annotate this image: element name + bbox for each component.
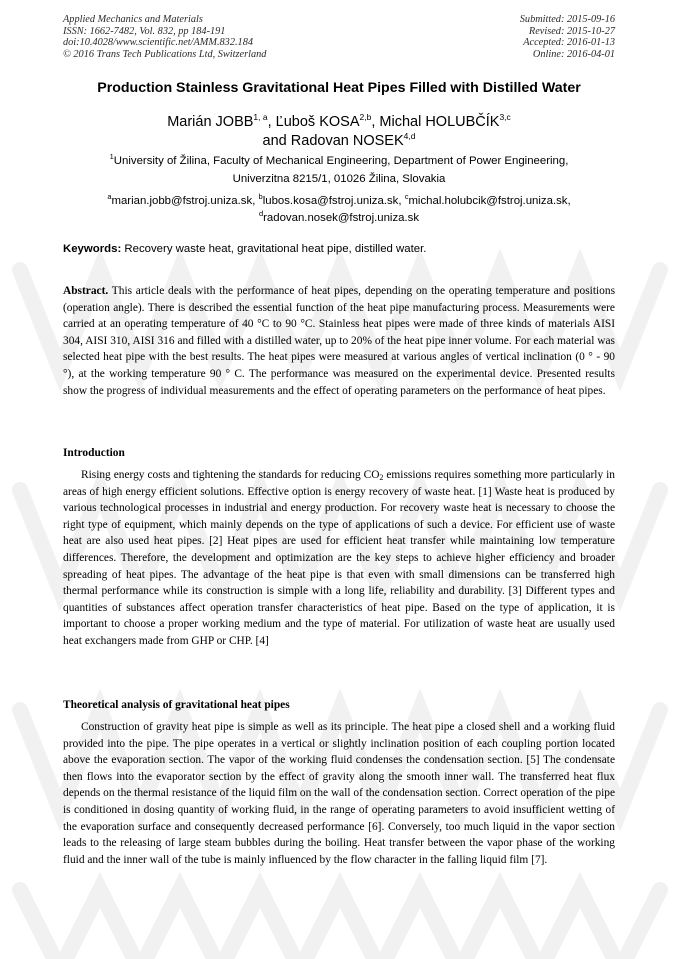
abstract-label: Abstract.	[63, 285, 109, 297]
author-conjunction: and	[262, 133, 291, 149]
email-address[interactable]: michal.holubcik@fstroj.uniza.sk,	[408, 195, 571, 207]
introduction-paragraph	[63, 467, 615, 650]
author-superscript: 3,c	[499, 112, 511, 122]
author-name: Marián JOBB	[167, 114, 254, 130]
abstract-text: This article deals with the performance of heat pipes, depending on the operating temperature and positions (operation angle). There is described the essential function of the heat pipe manufacturing process. Measurements were carried at an operating temperature of 40 °C to 90 °C. Stainless heat pipes were made of three kinds of materials AISI 304, AISI 310, AISI 316 and filled with a distilled water, up to 20% of the heat pipe inner volume. For each material was selected heat pipe with the best results. The heat pipes were measured at various angles of vertical inclination (0 ° - 90 °), at the working temperature 90 ° C. The performance was measured on the experimental device. Presented results show the progress of individual measurements and the effect of operating parameters on the performance of heat pipes.	[63, 285, 615, 397]
keywords	[63, 243, 615, 255]
theory-heading: Theoretical analysis of gravitational heat pipes	[63, 699, 290, 711]
co2-subscript: 2	[379, 473, 384, 482]
email-address[interactable]: marian.jobb@fstroj.uniza.sk,	[111, 195, 259, 207]
email-line-1	[40, 193, 638, 210]
author-line-2	[40, 132, 638, 151]
author-list	[40, 113, 638, 151]
email-superscript: c	[404, 192, 409, 201]
email-address[interactable]: radovan.nosek@fstroj.uniza.sk	[263, 211, 420, 224]
affiliation-text: University of Žilina, Faculty of Mechanical Engineering, Department of Power Engineering,	[113, 155, 569, 167]
doi-line: doi:10.4028/www.scientific.net/AMM.832.184	[63, 37, 253, 49]
theory-paragraph: Construction of gravity heat pipe is simple as well as its principle. The heat pipe a closed shell and a working fluid provided into the pipe. The pipe operates in a vertical or slightly inclination position of each coupling portion located above the evaporation section. The vapor of the working fluid condenses the condensation section. [5] The condensate then flows into the evaporator section by the effect of gravity along the smooth inner wall. The transferred heat flux depends on the thermal resistance of the liquid film on the wall of the condensation section. Correct operation of the pipe is conditioned in dosing quantity of working fluid, in the range of operating parameters to avoid insufficient wetting of the evaporation surface and consequently decreased performance [6]. Conversely, too much liquid in the vapor section leads to the releasing of large steam bubbles during the boiling. Heat transfer between the vapor phase of the working fluid and the inner wall of the tube is mainly influenced by the flow character in the falling liquid film [7].	[63, 721, 615, 866]
affiliation-line-2: Univerzitna 8215/1, 01026 Žilina, Slovakia	[232, 172, 446, 185]
affiliation	[40, 153, 638, 188]
introduction-text-start: Rising energy costs and tightening the standards for reducing CO	[81, 469, 380, 481]
affiliation-superscript: 1	[109, 152, 114, 161]
paper-title: Production Stainless Gravitational Heat Pipes Filled with Distilled Water	[97, 80, 581, 96]
email-line-2	[40, 210, 638, 227]
copyright-line: © 2016 Trans Tech Publications Ltd, Switzerland	[63, 48, 267, 60]
publication-dates	[520, 14, 615, 60]
email-superscript: d	[258, 208, 264, 218]
issn-line: ISSN: 1662-7482, Vol. 832, pp 184-191	[63, 25, 226, 37]
abstract-paragraph	[63, 283, 615, 399]
introduction-heading: Introduction	[63, 447, 125, 459]
author-separator: ,	[371, 114, 380, 130]
online-date: Online: 2016-04-01	[532, 48, 615, 60]
author-superscript: 1, a	[253, 112, 268, 122]
email-superscript: b	[258, 192, 263, 201]
affiliation-line-1	[40, 153, 638, 171]
keywords-text: Recovery waste heat, gravitational heat pipe, distilled water.	[121, 243, 427, 255]
author-superscript: 4,d	[403, 131, 416, 141]
author-separator: ,	[267, 114, 276, 130]
author-name: Ľuboš KOSA	[275, 114, 360, 130]
author-superscript: 2,b	[359, 112, 372, 122]
submitted-date: Submitted: 2015-09-16	[519, 14, 615, 25]
journal-name: Applied Mechanics and Materials	[63, 14, 203, 25]
author-name: Radovan NOSEK	[290, 133, 404, 149]
author-emails	[40, 193, 638, 226]
author-line-1	[40, 113, 638, 132]
email-superscript: a	[107, 192, 112, 201]
email-address[interactable]: lubos.kosa@fstroj.uniza.sk,	[262, 195, 405, 207]
author-name: Michal HOLUBČÍK	[379, 114, 500, 130]
revised-date: Revised: 2015-10-27	[528, 25, 615, 37]
journal-info	[63, 14, 266, 60]
introduction-text-rest: emissions requires something more particularly in areas of high energy efficient solutions. Effective option is energy recovery of waste heat. [1] Waste heat is produced by various technological processes in industrial and energy production. For recovery waste heat is necessary to choose the right type of equipment, which mainly depends on the type of applications of such a device. For efficient use of waste heat are also used heat pipes. [2] Heat pipes are used for efficient heat transfer while maintaining low temperature differences. Therefore, the development and optimization are the key steps to achieve higher efficiency and broader spreading of heat pipes. The advantage of the heat pipe is that even with small dimensions can be transferred high thermal performance while its construction is simple with a long life, reliability and durability. [3] Different types and quantities of substances affect operation transfer characteristics of heat pipe. Based on the type of application, it is important to choose a proper working medium and the type of material. For utilization of waste heat are usually used heat exchangers made from GHP or CHP. [4]	[63, 469, 615, 647]
accepted-date: Accepted: 2016-01-13	[523, 37, 615, 49]
keywords-label: Keywords:	[63, 243, 122, 255]
